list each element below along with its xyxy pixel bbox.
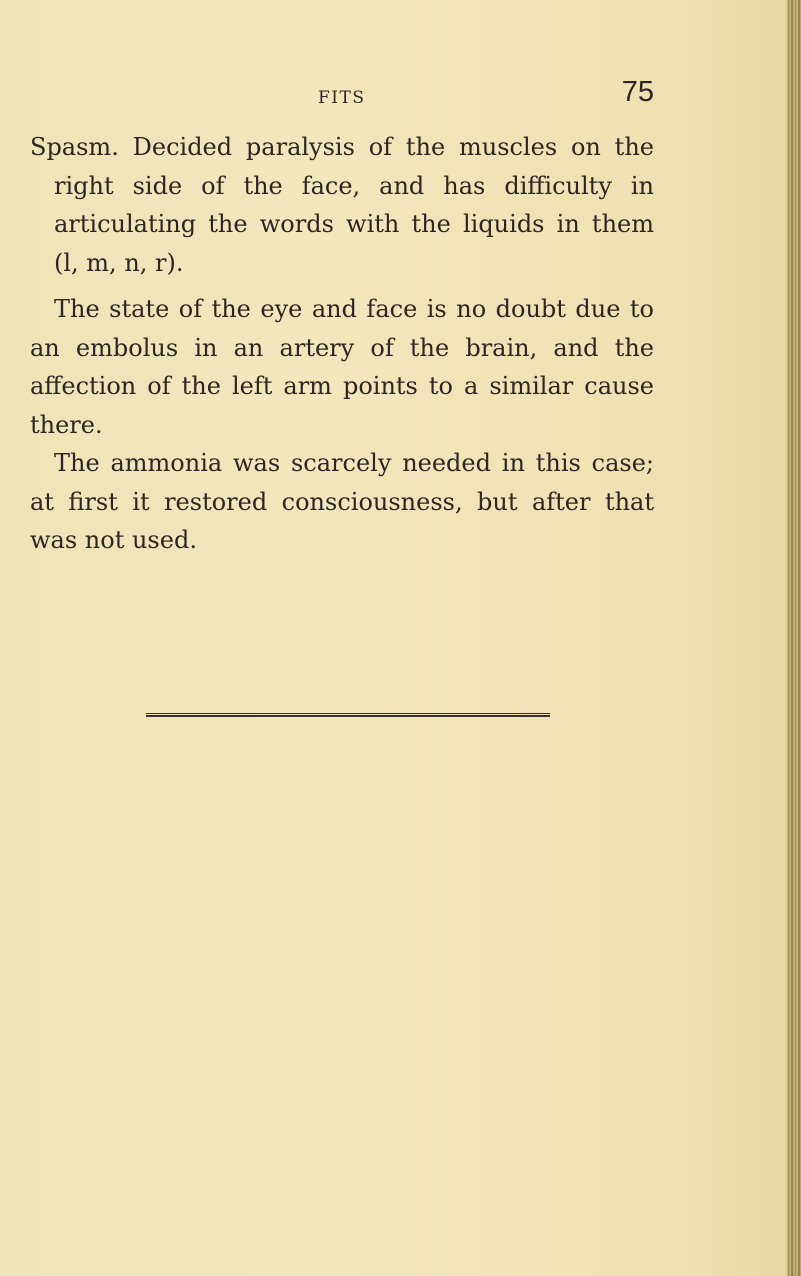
body-text — [30, 128, 654, 560]
page-header — [30, 76, 654, 116]
page-number: 75 — [621, 76, 654, 108]
running-head: FITS — [318, 88, 366, 108]
paragraph: Spasm. Decided paralysis of the muscles on the right side of the face, and has difficulty in articulating the words with the liquids in them (l, m, n, r). — [30, 133, 654, 277]
section-divider — [146, 713, 550, 717]
paragraph: The state of the eye and face is no doubt due to an embolus in an artery of the brain, and the affection of the left arm points to a similar cause there. — [30, 295, 654, 439]
paragraph: The ammonia was scarcely needed in this case; at first it restored consciousness, but after that was not used. — [30, 449, 654, 554]
page-edge — [787, 0, 801, 1276]
